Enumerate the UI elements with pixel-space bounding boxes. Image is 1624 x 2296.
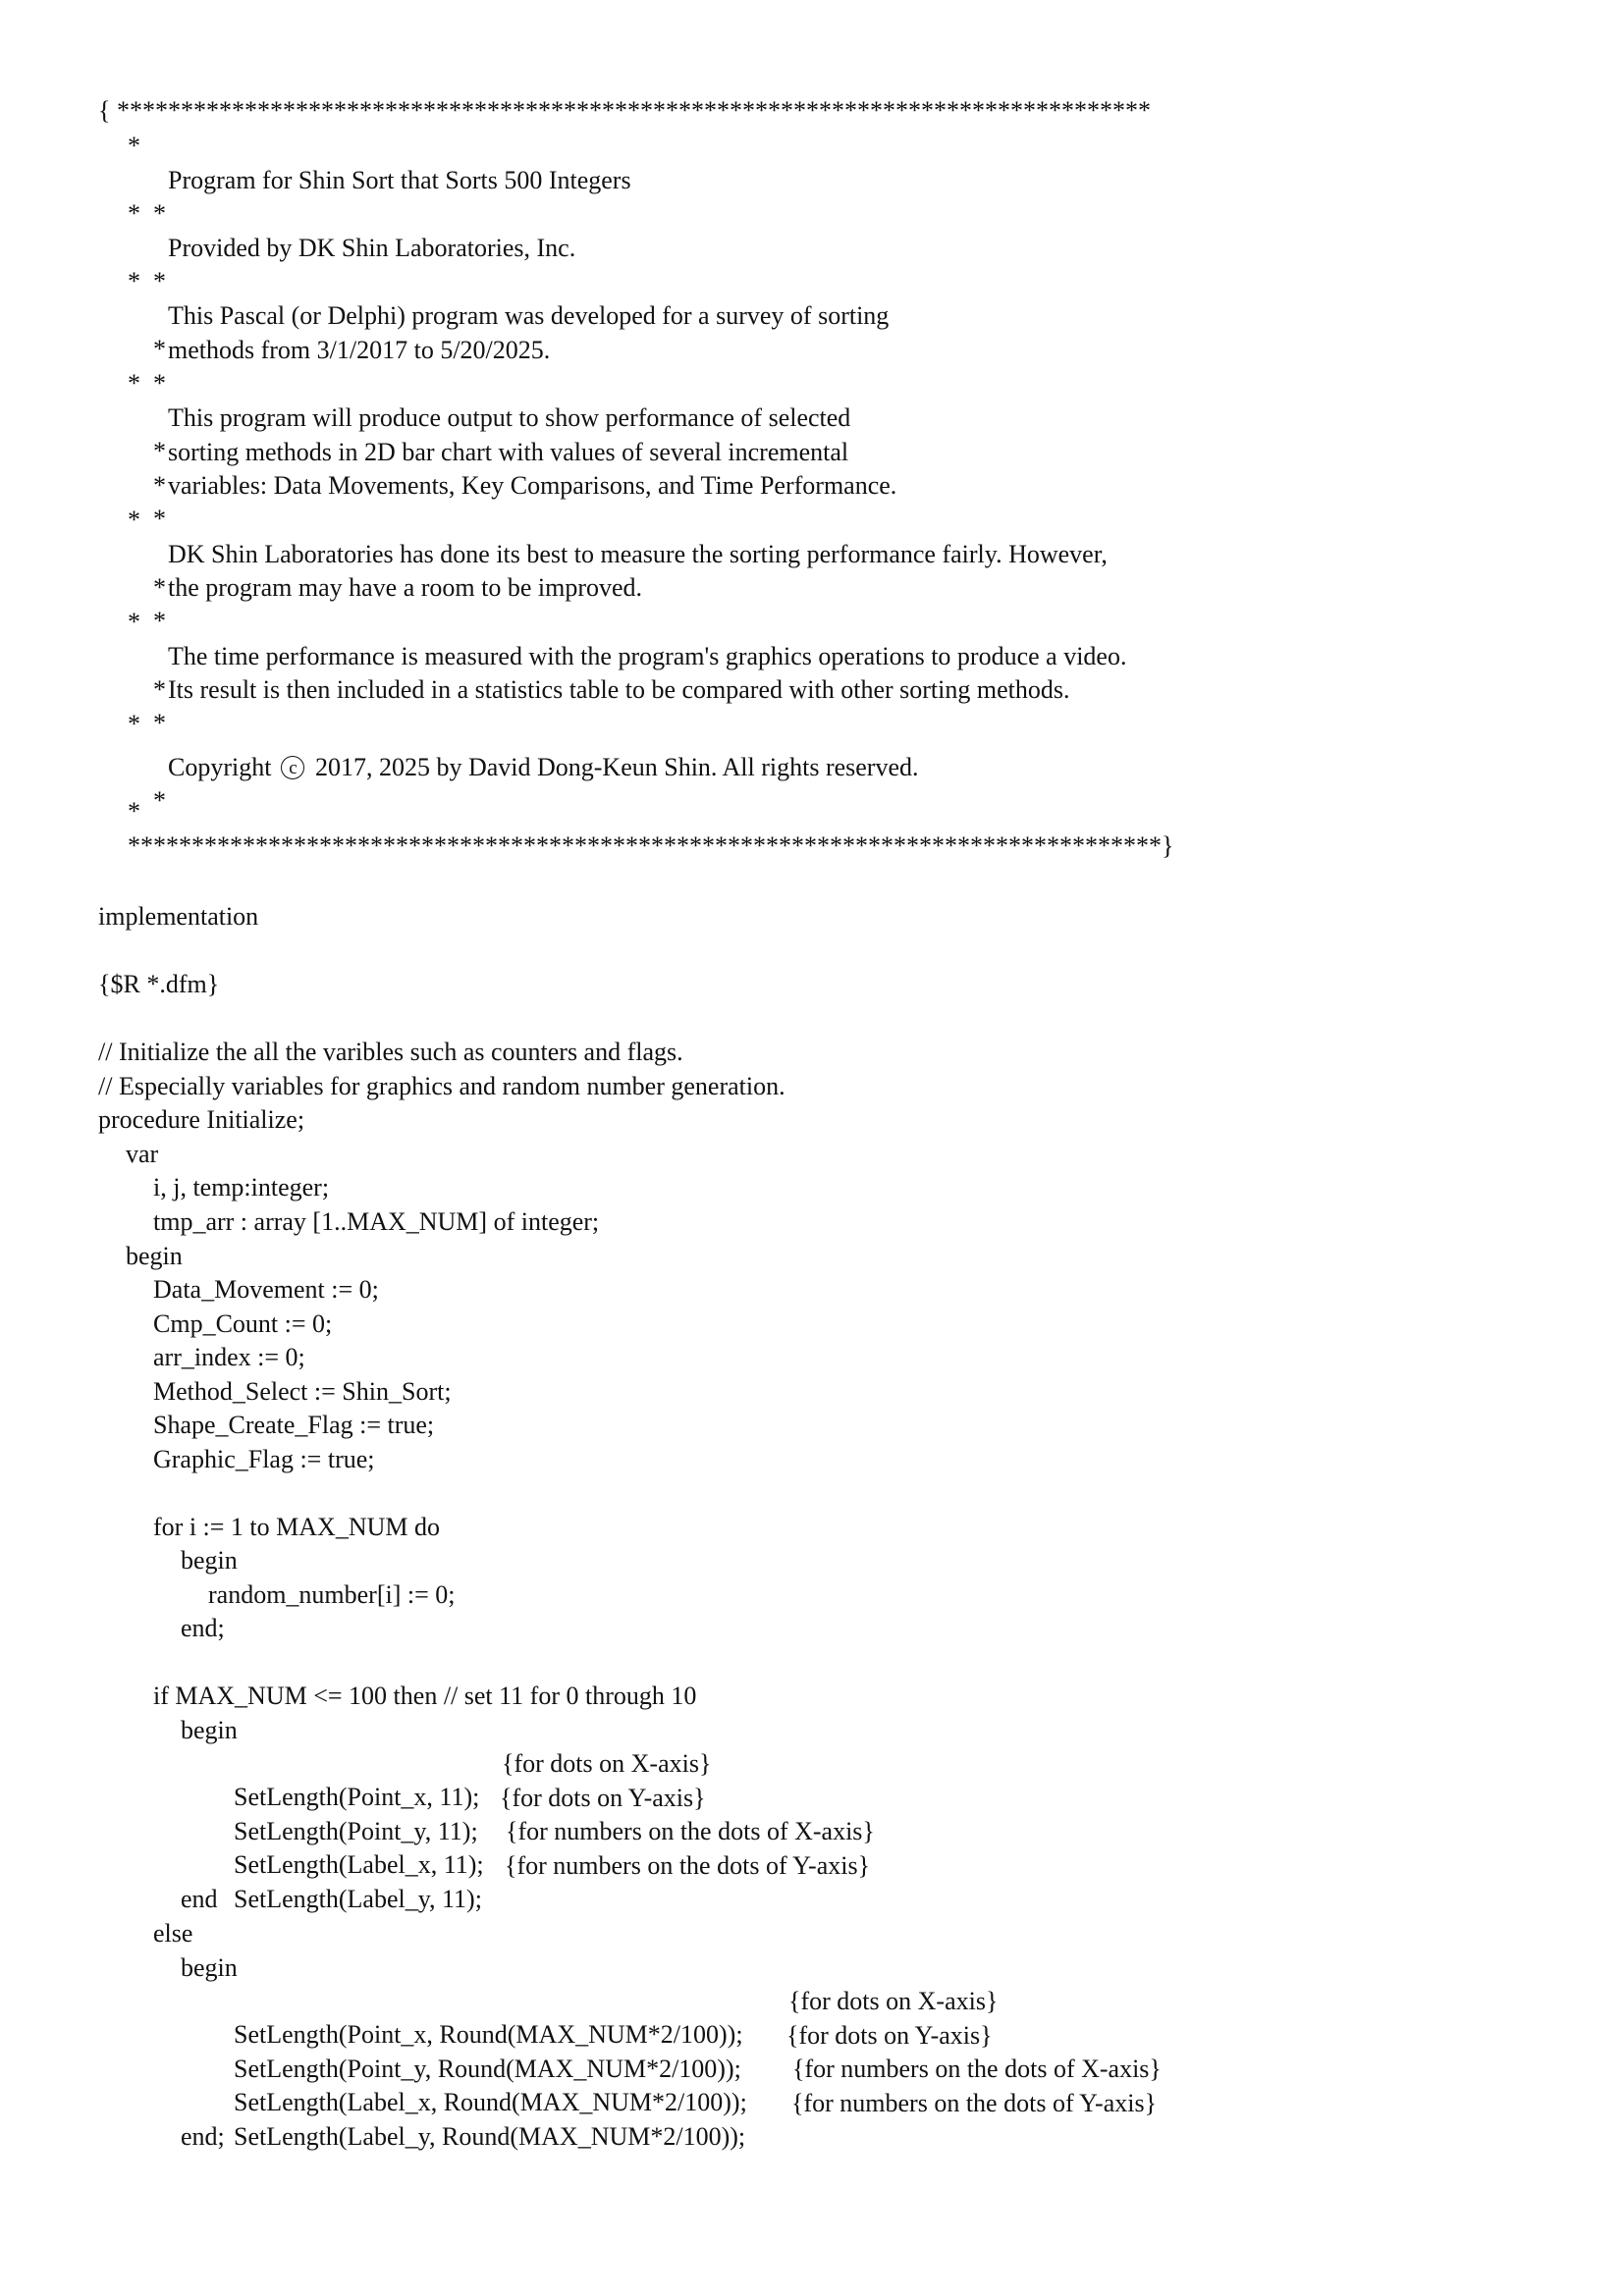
description-text: variables: Data Movements, Key Comparisons, and Time Performance. <box>168 471 897 500</box>
description-text: Its result is then included in a statistics table to be compared with other sorting methods. <box>168 675 1070 704</box>
comment-star: * <box>153 607 166 635</box>
inline-comment: {for dots on X-axis} <box>788 1987 999 2015</box>
description-text: sorting methods in 2D bar chart with values of several incremental <box>168 438 849 466</box>
comment-star: * <box>153 675 166 704</box>
comment-bottom-border: *********************************************************************************} <box>128 831 1174 860</box>
copyright-label: Copyright <box>168 753 272 781</box>
comment-star: * <box>153 573 166 602</box>
comment-star: * <box>153 369 166 398</box>
comment-star: * <box>153 786 166 815</box>
var-declaration: tmp_arr : array [1..MAX_NUM] of integer; <box>153 1207 600 1236</box>
assignment-statement: Method_Select := Shin_Sort; <box>153 1377 452 1406</box>
var-keyword: var <box>126 1140 159 1168</box>
inline-comment: {for numbers on the dots of Y-axis} <box>505 1851 871 1880</box>
inline-comment: {for numbers on the dots of X-axis} <box>792 2055 1162 2083</box>
inline-comment: {for numbers on the dots of Y-axis} <box>791 2089 1158 2117</box>
comment-blank-line: * <box>128 608 140 636</box>
comment-star: * <box>153 267 166 295</box>
description-text: the program may have a room to be improved. <box>168 573 643 602</box>
setlength-statement <box>208 2087 1158 2220</box>
comment-blank-line: * <box>128 199 140 228</box>
comment-star: * <box>153 505 166 533</box>
setlength-call: SetLength(Point_x, 11); <box>234 1783 480 1811</box>
inline-comment: {for numbers on the dots of X-axis} <box>506 1817 875 1845</box>
setlength-call: SetLength(Point_y, Round(MAX_NUM*2/100)); <box>234 2055 741 2083</box>
copyright-icon: c <box>281 756 304 779</box>
assignment-statement: Cmp_Count := 0; <box>153 1309 333 1338</box>
setlength-call: SetLength(Point_x, Round(MAX_NUM*2/100)); <box>234 2020 743 2049</box>
description-text: methods from 3/1/2017 to 5/20/2025. <box>168 336 551 364</box>
comment-blank-line: * <box>128 132 140 160</box>
setlength-call: SetLength(Label_x, 11); <box>234 1850 484 1879</box>
setlength-call: SetLength(Label_y, 11); <box>234 1885 482 1913</box>
begin-keyword: begin <box>181 1546 238 1575</box>
description-text: The time performance is measured with the program's graphics operations to produce a video. <box>168 642 1127 670</box>
end-keyword: end; <box>181 1614 225 1642</box>
copyright-text: 2017, 2025 by David Dong-Keun Shin. All rights reserved. <box>314 753 919 781</box>
implementation-keyword: implementation <box>98 902 259 931</box>
var-declaration: i, j, temp:integer; <box>153 1173 330 1201</box>
assignment-statement: Graphic_Flag := true; <box>153 1445 375 1473</box>
copyright-notice <box>168 751 919 784</box>
comment-star: * <box>153 471 166 500</box>
setlength-call: SetLength(Point_y, 11); <box>234 1817 478 1845</box>
if-statement: if MAX_NUM <= 100 then // set 11 for 0 through 10 <box>153 1682 697 1710</box>
description-text: This Pascal (or Delphi) program was developed for a survey of sorting <box>168 301 890 330</box>
comment-blank-line: * <box>128 369 140 398</box>
assignment-statement: Shape_Create_Flag := true; <box>153 1411 435 1439</box>
procedure-declaration: procedure Initialize; <box>98 1105 305 1134</box>
begin-keyword: begin <box>126 1242 183 1270</box>
comment-star: * <box>153 709 166 737</box>
code-comment: // Initialize the all the varibles such as counters and flags. <box>98 1038 683 1066</box>
assignment-statement: arr_index := 0; <box>153 1343 305 1371</box>
comment-blank-line: * <box>128 710 140 738</box>
end-keyword: end; <box>181 2122 225 2151</box>
loop-body-statement: random_number[i] := 0; <box>208 1580 456 1609</box>
program-title: Program for Shin Sort that Sorts 500 Integers <box>168 166 631 194</box>
begin-keyword: begin <box>181 1953 238 1982</box>
begin-keyword: begin <box>181 1716 238 1744</box>
end-keyword: end <box>181 1885 218 1913</box>
code-comment: // Especially variables for graphics and random number generation. <box>98 1072 785 1100</box>
setlength-call: SetLength(Label_y, Round(MAX_NUM*2/100)); <box>234 2122 746 2151</box>
comment-blank-line: * <box>128 797 140 826</box>
inline-comment: {for dots on Y-axis} <box>500 1784 706 1812</box>
comment-star: * <box>153 437 166 465</box>
comment-blank-line: * <box>128 267 140 295</box>
comment-top-border: { ********************************************************************************* <box>98 96 1151 125</box>
comment-star: * <box>153 335 166 363</box>
resource-directive: {$R *.dfm} <box>98 970 220 998</box>
setlength-statement <box>208 1849 871 1983</box>
assignment-statement: Data_Movement := 0; <box>153 1275 379 1304</box>
setlength-call: SetLength(Label_x, Round(MAX_NUM*2/100)); <box>234 2088 747 2116</box>
comment-blank-line: * <box>128 506 140 534</box>
description-text: This program will produce output to show performance of selected <box>168 403 851 432</box>
comment-star: * <box>153 199 166 228</box>
description-text: DK Shin Laboratories has done its best to measure the sorting performance fairly. However, <box>168 540 1108 568</box>
inline-comment: {for dots on X-axis} <box>502 1749 712 1778</box>
inline-comment: {for dots on Y-axis} <box>786 2021 993 2050</box>
for-loop-header: for i := 1 to MAX_NUM do <box>153 1513 440 1541</box>
provider-text: Provided by DK Shin Laboratories, Inc. <box>168 234 576 262</box>
else-keyword: else <box>153 1919 193 1948</box>
